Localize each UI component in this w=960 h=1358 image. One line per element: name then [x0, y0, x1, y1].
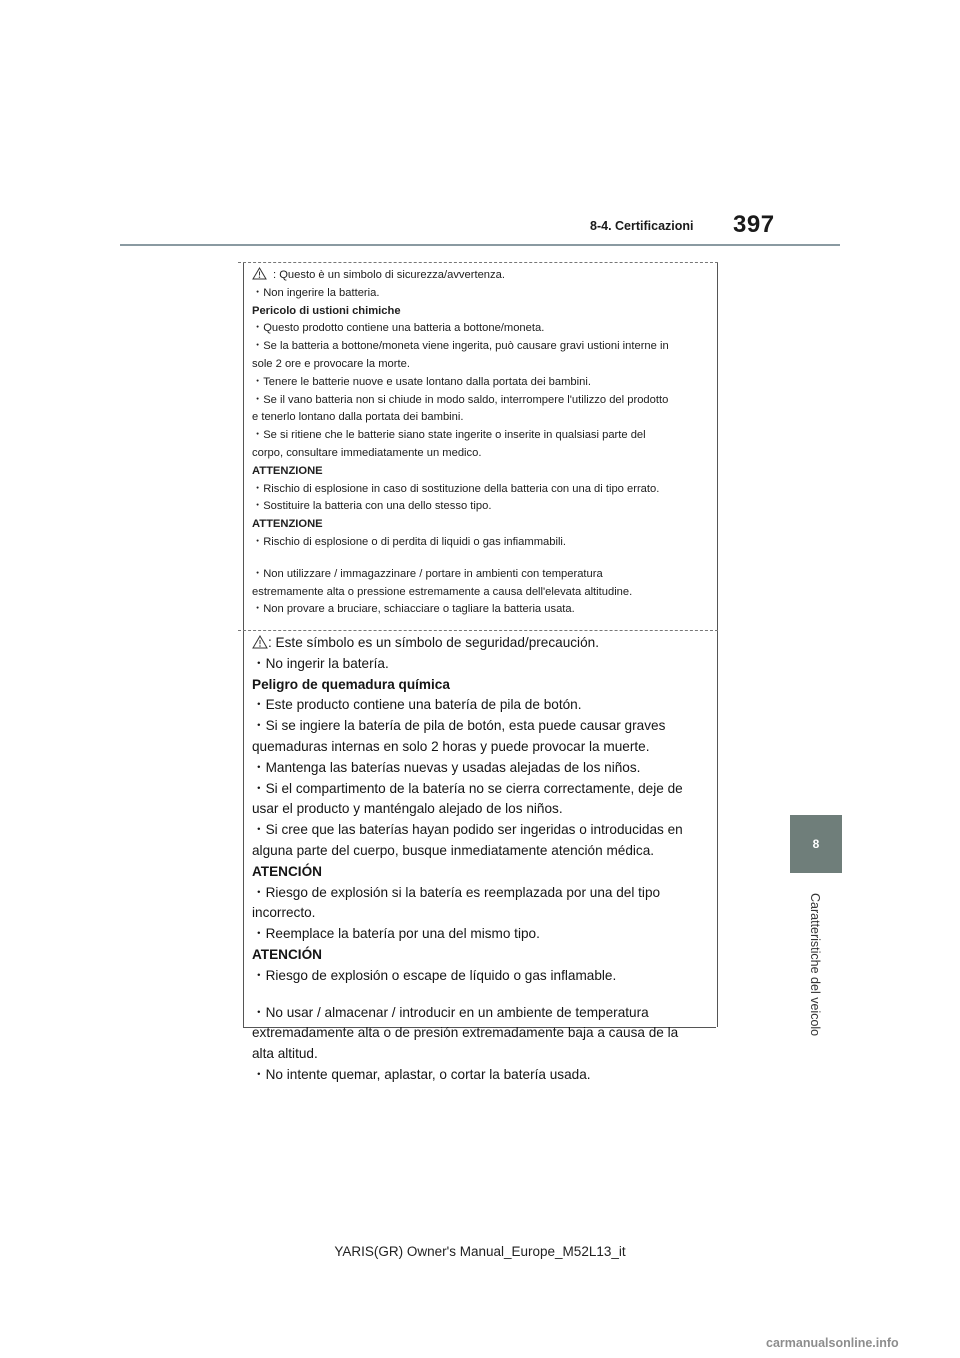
- es-line: ・Riesgo de explosión o escape de líquido o gas inflamable.: [252, 967, 617, 983]
- section-title: 8-4. Certificazioni: [590, 219, 694, 233]
- it-line: e tenerlo lontano dalla portata dei bambini.: [252, 411, 464, 424]
- es-line: ・Si cree que las baterías hayan podido ser ingeridas o introducidas en: [252, 822, 683, 838]
- chapter-tab: 8: [790, 815, 842, 873]
- it-heading: ATTENZIONE: [252, 464, 323, 477]
- es-line: ・Si se ingiere la batería de pila de botón, esta puede causar graves: [252, 718, 666, 734]
- it-warning-line: : Questo è un simbolo di sicurezza/avvertenza.: [252, 267, 712, 285]
- it-line: ・Rischio di esplosione o di perdita di liquidi o gas infiammabili.: [252, 535, 567, 548]
- it-line: ・Rischio di esplosione in caso di sostituzione della batteria con una di tipo errato.: [252, 482, 660, 495]
- it-line: ・Sostituire la batteria con una dello stesso tipo.: [252, 500, 492, 513]
- es-line: incorrecto.: [252, 905, 316, 921]
- it-line: ・Tenere le batterie nuove e usate lontano dalla portata dei bambini.: [252, 375, 591, 388]
- es-line: ・Mantenga las baterías nuevas y usadas alejadas de los niños.: [252, 759, 641, 775]
- es-line: usar el producto y manténgalo alejado de los niños.: [252, 801, 563, 817]
- label-spanish: [252, 633, 712, 1086]
- warning-triangle-icon: [252, 635, 268, 649]
- es-heading: Peligro de quemadura química: [252, 676, 450, 692]
- label-top-border: [238, 262, 718, 263]
- it-line: corpo, consultare immediatamente un medico.: [252, 446, 482, 459]
- it-line: ・Questo prodotto contiene una batteria a bottone/moneta.: [252, 322, 545, 335]
- es-line: ・Si el compartimento de la batería no se cierra correctamente, deje de: [252, 780, 683, 796]
- header-rule: [120, 244, 840, 246]
- es-spacer: [252, 987, 712, 1003]
- footer-manual-id: YARIS(GR) Owner's Manual_Europe_M52L13_it: [334, 1244, 626, 1259]
- it-line: ・Se la batteria a bottone/moneta viene ingerita, può causare gravi ustioni interne in: [252, 340, 669, 353]
- es-line: ・No intente quemar, aplastar, o cortar la batería usada.: [252, 1066, 591, 1082]
- es-line: extremadamente alta o de presión extremadamente baja a causa de la: [252, 1025, 679, 1041]
- it-heading: Pericolo di ustioni chimiche: [252, 304, 401, 317]
- label-italian: [252, 267, 712, 619]
- it-heading: ATTENZIONE: [252, 518, 323, 531]
- it-line: ・Se si ritiene che le batterie siano state ingerite o inserite in qualsiasi parte del: [252, 429, 646, 442]
- it-line: ・Se il vano batteria non si chiude in modo saldo, interrompere l'utilizzo del prodotto: [252, 393, 669, 406]
- es-heading: ATENCIÓN: [252, 863, 322, 879]
- it-spacer: [252, 552, 712, 566]
- es-line: ・Riesgo de explosión si la batería es reemplazada por una del tipo: [252, 884, 661, 900]
- es-line: ・No usar / almacenar / introducir en un ambiente de temperatura: [252, 1004, 649, 1020]
- page-number: 397: [733, 211, 775, 238]
- es-line: ・Este producto contiene una batería de pila de botón.: [252, 697, 582, 713]
- label-divider: [238, 630, 718, 631]
- it-line: estremamente alta o pressione estremamente a causa dell'elevata altitudine.: [252, 585, 633, 598]
- es-line: alta altitud.: [252, 1046, 318, 1062]
- it-line: sole 2 ore e provocare la morte.: [252, 357, 410, 370]
- es-line: alguna parte del cuerpo, busque inmediatamente atención médica.: [252, 842, 655, 858]
- watermark: carmanualsonline.info: [766, 1336, 899, 1350]
- it-line: ・Non utilizzare / immagazzinare / portare in ambienti con temperatura: [252, 567, 603, 580]
- es-line: quemaduras internas en solo 2 horas y puede provocar la muerte.: [252, 738, 650, 754]
- es-warning-line: : Este símbolo es un símbolo de seguridad/precaución.: [252, 633, 712, 654]
- es-line: ・Reemplace la batería por una del mismo tipo.: [252, 926, 540, 942]
- warning-triangle-icon: [252, 267, 267, 280]
- es-heading: ATENCIÓN: [252, 946, 322, 962]
- es-line: ・No ingerir la batería.: [252, 655, 389, 671]
- it-line: ・Non ingerire la batteria.: [252, 286, 380, 299]
- chapter-side-label: [804, 885, 826, 1045]
- it-line: ・Non provare a bruciare, schiacciare o tagliare la batteria usata.: [252, 603, 575, 616]
- chapter-title: Caratteristiche del veicolo: [808, 893, 822, 1037]
